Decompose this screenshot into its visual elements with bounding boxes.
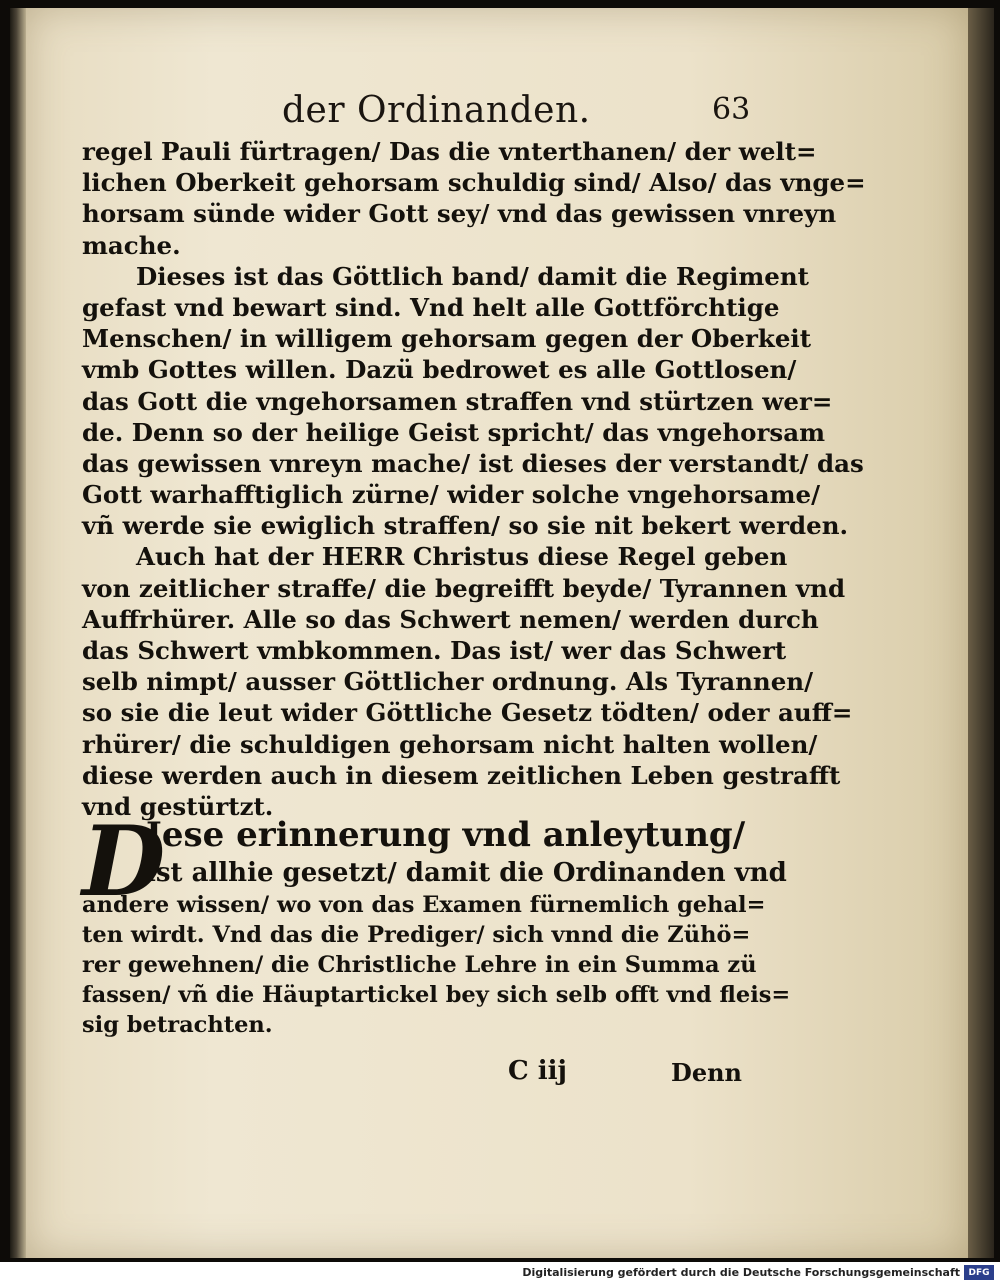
text-line: das gewissen vnreyn mache/ ist dieses der verstandt/ das bbox=[82, 448, 864, 478]
main-text-block bbox=[82, 136, 866, 822]
section-heading-line: Iese erinnerung vnd anleytung/ bbox=[146, 815, 746, 855]
text-line: vmb Gottes willen. Dazü bedrowet es alle Gottlosen/ bbox=[82, 355, 797, 385]
dfg-logo-icon: DFG bbox=[964, 1265, 994, 1280]
text-line: Gott warhafftiglich zürne/ wider solche vngehorsame/ bbox=[82, 480, 821, 510]
text-line: Menschen/ in willigem gehorsam gegen der Oberkeit bbox=[82, 324, 812, 354]
text-line: horsam sünde wider Gott sey/ vnd das gewissen vnreyn bbox=[82, 199, 837, 229]
text-line: so sie die leut wider Göttliche Gesetz tödten/ oder auff= bbox=[82, 698, 853, 728]
text-line: rhürer/ die schuldigen gehorsam nicht halten wollen/ bbox=[82, 729, 818, 759]
section-text-line: ten wirdt. Vnd das die Prediger/ sich vnnd die Zühö= bbox=[82, 922, 751, 948]
text-line: vñ werde sie ewiglich straffen/ so sie nit bekert werden. bbox=[82, 511, 849, 541]
section-text-line: andere wissen/ wo von das Examen fürnemlich gehal= bbox=[82, 892, 766, 918]
text-line: das Gott die vngehorsamen straffen vnd stürtzen wer= bbox=[82, 386, 833, 416]
text-line: gefast vnd bewart sind. Vnd helt alle Gottförchtige bbox=[82, 292, 780, 322]
text-line: vnd gestürtzt. bbox=[82, 791, 274, 821]
text-line: Auffrhürer. Alle so das Schwert nemen/ werden durch bbox=[82, 604, 819, 634]
text-line: diese werden auch in diesem zeitlichen Leben gestrafft bbox=[82, 760, 841, 790]
page-foot bbox=[82, 1056, 742, 1096]
text-line: regel Pauli fürtragen/ Das die vnterthanen/ der welt= bbox=[82, 137, 817, 166]
running-head: der Ordinanden. bbox=[282, 90, 591, 131]
text-line: de. Denn so der heilige Geist spricht/ das vngehorsam bbox=[82, 417, 826, 447]
decorated-initial: D bbox=[82, 805, 166, 918]
text-line: selb nimpt/ ausser Göttlicher ordnung. Als Tyrannen/ bbox=[82, 667, 814, 697]
section-text-line: rer gewehnen/ die Christliche Lehre in ein Summa zü bbox=[82, 952, 757, 978]
book-page bbox=[26, 8, 968, 1258]
catchword: Denn bbox=[671, 1058, 742, 1087]
book-gutter-edge bbox=[10, 8, 26, 1258]
text-line: das Schwert vmbkommen. Das ist/ wer das Schwert bbox=[82, 636, 787, 665]
paragraph-start-line: Auch hat der HERR Christus diese Regel geben bbox=[136, 542, 788, 572]
text-line: lichen Oberkeit gehorsam schuldig sind/ Also/ das vnge= bbox=[82, 168, 866, 198]
section-text-line: sig betrachten. bbox=[82, 1012, 273, 1038]
section-heading-line: ist allhie gesetzt/ damit die Ordinanden vnd bbox=[146, 858, 787, 888]
text-line: mache. bbox=[82, 230, 181, 260]
section-text-line: fassen/ vñ die Häuptartickel bey sich selb offt vnd fleis= bbox=[82, 982, 791, 1008]
book-fore-edge bbox=[968, 8, 994, 1258]
funding-credit: Digitalisierung gefördert durch die Deutsche Forschungsgemeinschaft bbox=[522, 1266, 960, 1279]
page-number: 63 bbox=[712, 92, 751, 127]
paragraph-start-line: Dieses ist das Göttlich band/ damit die Regiment bbox=[136, 261, 809, 291]
footer-bar bbox=[0, 1262, 1000, 1284]
signature-mark: C iij bbox=[508, 1056, 567, 1086]
text-line: von zeitlicher straffe/ die begreifft beyde/ Tyrannen vnd bbox=[82, 573, 846, 603]
